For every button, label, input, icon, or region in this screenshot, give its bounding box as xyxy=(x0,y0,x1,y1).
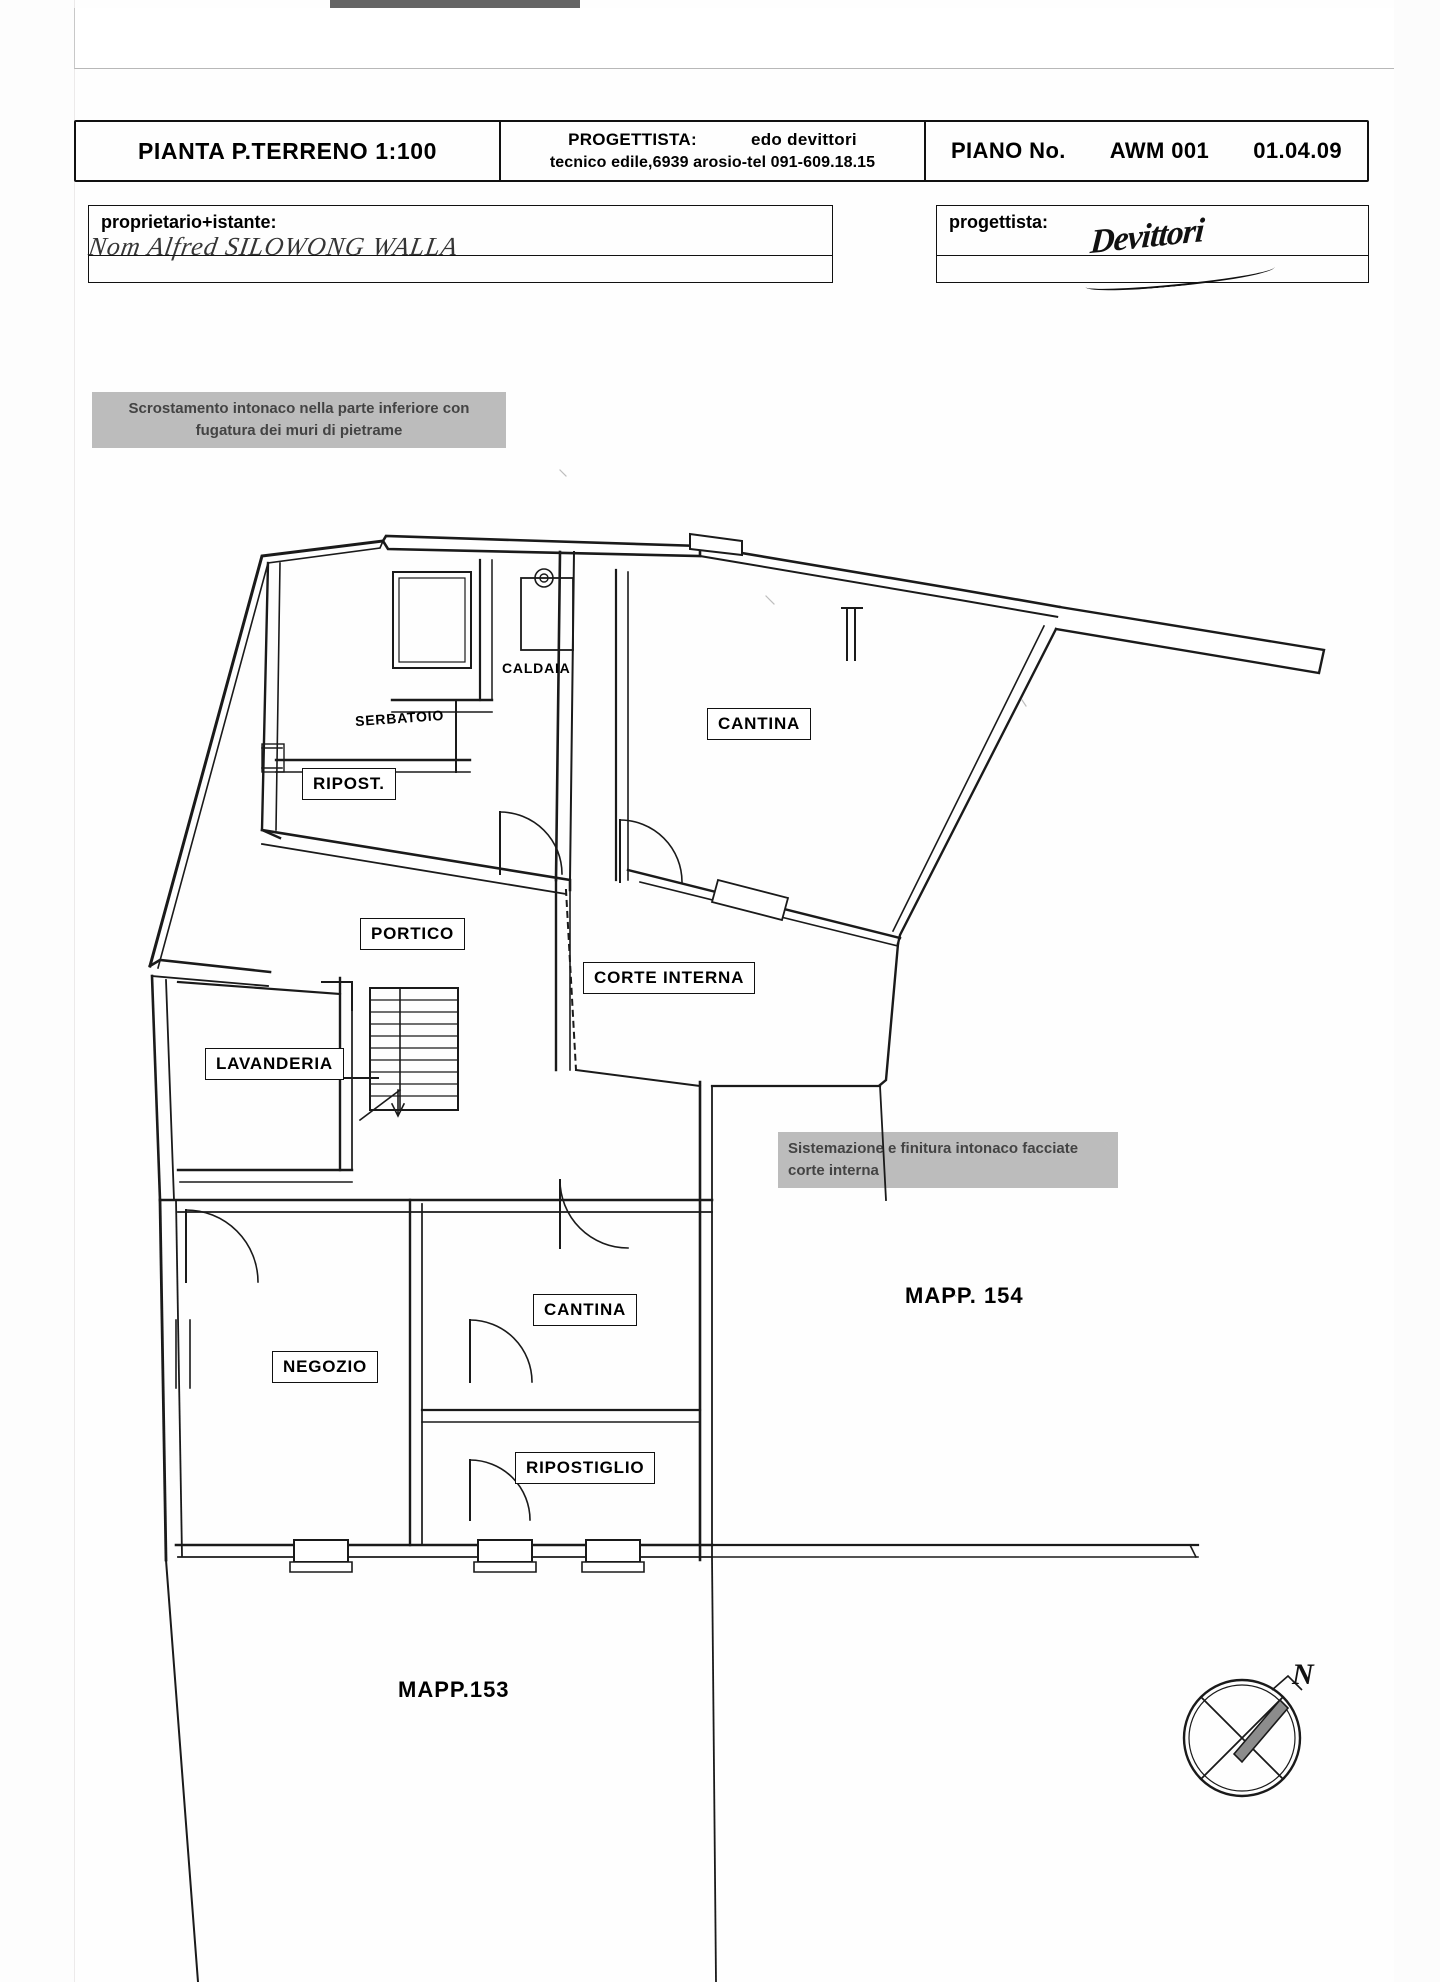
room-label-ripostiglio: RIPOSTIGLIO xyxy=(515,1452,655,1484)
room-label-serbatoio: SERBATOIO xyxy=(354,706,445,730)
sheet-info xyxy=(926,122,1367,180)
designer-role-label: PROGETTISTA: xyxy=(568,129,697,149)
owner-handwritten-signature: Nom Alfred SILOWONG WALLA xyxy=(86,232,461,261)
designer-signature-label: progettista: xyxy=(949,212,1048,232)
designer-address: tecnico edile,6939 arosio-tel 091-609.18.15 xyxy=(549,153,876,171)
note-sistemazione: Sistemazione e finitura intonaco facciate corte interna xyxy=(778,1132,1118,1188)
designer-name: edo devittori xyxy=(750,129,857,149)
parcel-label-mapp-153: MAPP.153 xyxy=(398,1677,510,1702)
parcel-label-mapp-154: MAPP. 154 xyxy=(905,1283,1024,1308)
scan-top-margin xyxy=(74,8,1395,69)
scan-edge-band xyxy=(330,0,580,8)
note-scrostamento: Scrostamento intonaco nella parte inferiore con fugatura dei muri di pietrame xyxy=(92,392,506,448)
designer-info xyxy=(501,122,926,180)
room-label-caldaia: CALDAIA xyxy=(502,660,571,676)
room-label-cantina-bassa: CANTINA xyxy=(533,1294,637,1326)
sheet-label: PIANO No. xyxy=(950,138,1066,163)
scan-right-margin xyxy=(1394,0,1440,1982)
drawing-title: PIANTA P.TERRENO 1:100 xyxy=(76,122,501,180)
drawing-date: 01.04.09 xyxy=(1253,138,1343,163)
room-label-ripost: RIPOST. xyxy=(302,768,396,800)
compass-north-letter: N xyxy=(1292,1658,1314,1691)
room-label-negozio: NEGOZIO xyxy=(272,1351,378,1383)
scan-left-margin xyxy=(0,0,75,1982)
owner-label: proprietario+istante: xyxy=(101,212,277,232)
sheet-number: AWM 001 xyxy=(1109,138,1210,163)
room-label-cantina-alta: CANTINA xyxy=(707,708,811,740)
title-block xyxy=(74,120,1369,182)
designer-handwritten-signature: Devittori xyxy=(1089,211,1205,262)
room-label-lavanderia: LAVANDERIA xyxy=(205,1048,344,1080)
room-label-portico: PORTICO xyxy=(360,918,465,950)
compass-rose xyxy=(1160,1640,1340,1820)
room-label-corte-interna: CORTE INTERNA xyxy=(583,962,755,994)
